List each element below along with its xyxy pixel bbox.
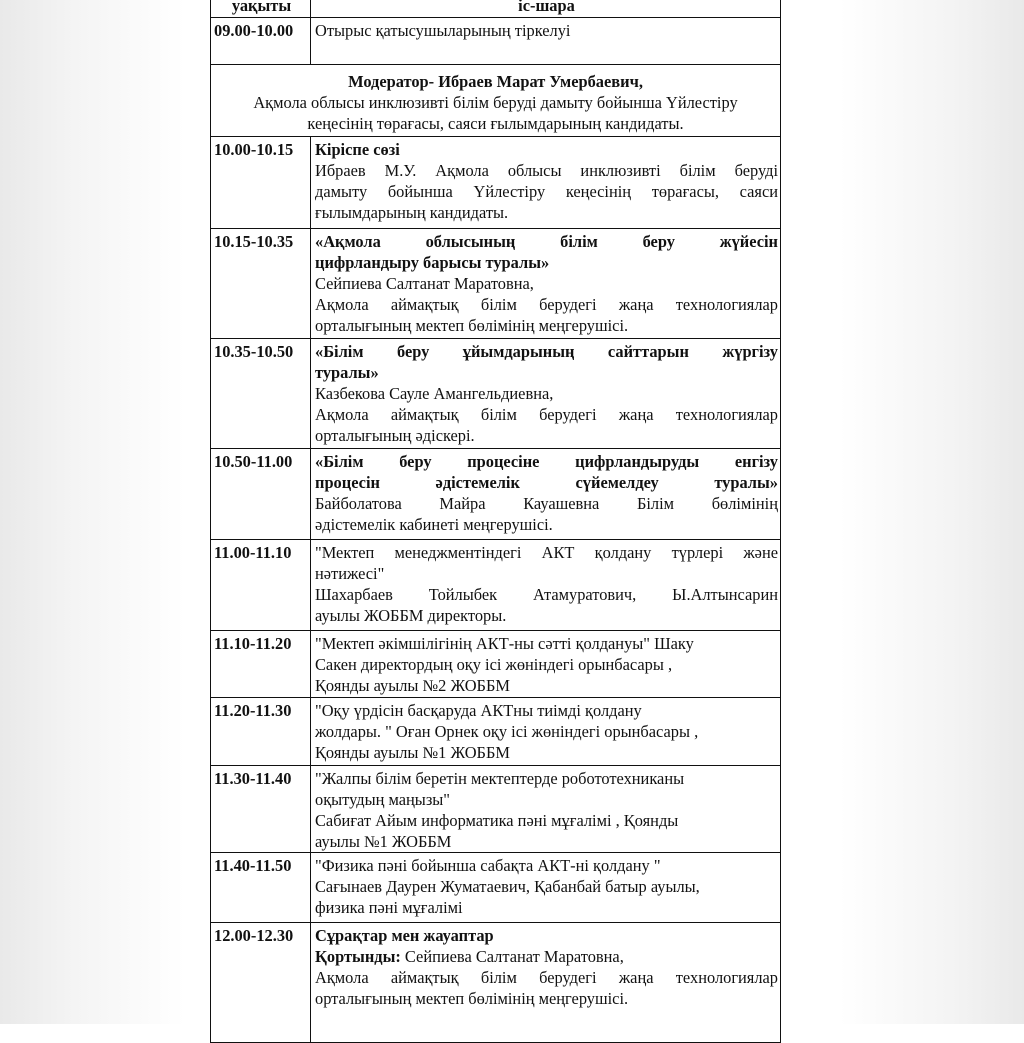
table-row [211,853,781,923]
moderator-name: Модератор- Ибраев Марат Умербаевич, [348,72,643,91]
table-row [211,18,781,65]
table-row [211,339,781,449]
event-line: дамыту бойынша Үйлестіру кеңесінің төрағасы, саяси [315,182,778,201]
moderator-cell [211,65,781,137]
row-time: 11.40-11.50 [211,853,311,923]
moderator-role-line: Ақмола облысы инклюзивті білім беруді дамыту бойынша Үйлестіру [253,93,738,112]
event-line: Қоянды ауылы №2 ЖОББМ [315,676,510,695]
row-time: 10.35-10.50 [211,339,311,449]
event-line: Ақмола аймақтық білім берудегі жаңа технологиялар [315,968,778,987]
row-event [311,698,781,766]
event-line: Сабиғат Айым информатика пәні мұғалімі , Қоянды [315,811,679,830]
row-time: 11.10-11.20 [211,631,311,698]
event-line: әдістемелік кабинеті меңгерушісі. [315,515,553,534]
event-line: Казбекова Сауле Амангельдиевна, [315,384,554,403]
event-line: физика пәні мұғалімі [315,898,463,917]
event-line: Отырыс қатысушыларының тіркелуі [315,21,571,40]
agenda-document [210,0,781,1043]
event-line: ғылымдарының кандидаты. [315,203,509,222]
event-line: "Оқу үрдісін басқаруда АКТны тиімді қолдану [315,701,642,720]
event-line: Қоянды ауылы №1 ЖОББМ [315,743,510,762]
event-line: Ақмола аймақтық білім берудегі жаңа технологиялар [315,405,778,424]
header-event: іс-шара [311,0,781,18]
blurred-background-left [0,0,185,1024]
event-heading: Сұрақтар мен жауаптар [315,926,494,945]
event-heading: туралы» [315,363,379,382]
table-row [211,540,781,631]
event-line: "Мектеп менеджментіндегі АКТ қолдану түрлері және [315,543,778,562]
event-line: нәтижесі" [315,564,385,583]
event-line: орталығының мектеп бөлімінің меңгерушісі. [315,989,629,1008]
row-time: 11.20-11.30 [211,698,311,766]
event-line: оқытудың маңызы" [315,790,450,809]
table-row [211,698,781,766]
event-line: "Мектеп әкімшілігінің АКТ-ны сәтті қолдануы" Шаку [315,634,694,653]
header-time: уақыты [211,0,311,18]
event-line: Сағынаев Даурен Жуматаевич, Қабанбай батыр ауылы, [315,877,700,896]
row-time: 10.15-10.35 [211,229,311,339]
moderator-role-line: кеңесінің төрағасы, саяси ғылымдарының кандидаты. [307,114,684,133]
row-event [311,449,781,540]
event-line: орталығының мектеп бөлімінің меңгерушісі. [315,316,629,335]
event-heading: цифрландыру барысы туралы» [315,253,550,272]
row-time: 12.00-12.30 [211,923,311,1043]
table-row [211,229,781,339]
event-line: Ибраев М.У. Ақмола облысы инклюзивті білім беруді [315,161,778,180]
row-time: 11.00-11.10 [211,540,311,631]
event-line: ауылы ЖОББМ директоры. [315,606,507,625]
event-heading: «Білім беру ұйымдарының сайттарын жүргізу [315,342,778,361]
row-event [311,339,781,449]
table-header-row [211,0,781,18]
row-time: 09.00-10.00 [211,18,311,65]
event-heading: «Білім беру процесіне цифрландыруды енгізу [315,452,778,471]
row-event [311,540,781,631]
summary-label: Қортынды: [315,947,401,966]
row-event [311,853,781,923]
row-event [311,631,781,698]
table-row [211,631,781,698]
row-event [311,137,781,229]
agenda-table [210,0,781,1043]
row-time: 11.30-11.40 [211,766,311,853]
event-line: Шахарбаев Тойлыбек Атамуратович, Ы.Алтынсарин [315,585,778,604]
table-row [211,137,781,229]
event-line: Ақмола аймақтық білім берудегі жаңа технологиялар [315,295,778,314]
moderator-row [211,65,781,137]
row-event [311,229,781,339]
blurred-background-right [839,0,1024,1024]
event-heading: процесін әдістемелік сүйемелдеу туралы» [315,473,778,492]
row-time: 10.50-11.00 [211,449,311,540]
row-time: 10.00-10.15 [211,137,311,229]
event-line: Сейпиева Салтанат Маратовна, [315,274,534,293]
event-line: "Жалпы білім беретін мектептерде робототехниканы [315,769,685,788]
table-row [211,766,781,853]
event-line: ауылы №1 ЖОББМ [315,832,452,851]
table-row [211,923,781,1043]
event-line: жолдары. " Оған Орнек оқу ісі жөніндегі орынбасары , [315,722,699,741]
event-line: орталығының әдіскері. [315,426,475,445]
event-line: Байболатова Майра Кауашевна Білім бөлімінің [315,494,778,513]
summary-speaker: Сейпиева Салтанат Маратовна, [400,947,624,966]
event-line: "Физика пәні бойынша сабақта АКТ-ні қолдану " [315,856,661,875]
event-heading: Кіріспе сөзі [315,140,400,159]
event-line [315,946,778,967]
row-event [311,18,781,65]
row-event [311,766,781,853]
event-line: Сакен директордың оқу ісі жөніндегі орынбасары , [315,655,673,674]
row-event [311,923,781,1043]
table-row [211,449,781,540]
event-heading: «Ақмола облысының білім беру жүйесін [315,232,778,251]
